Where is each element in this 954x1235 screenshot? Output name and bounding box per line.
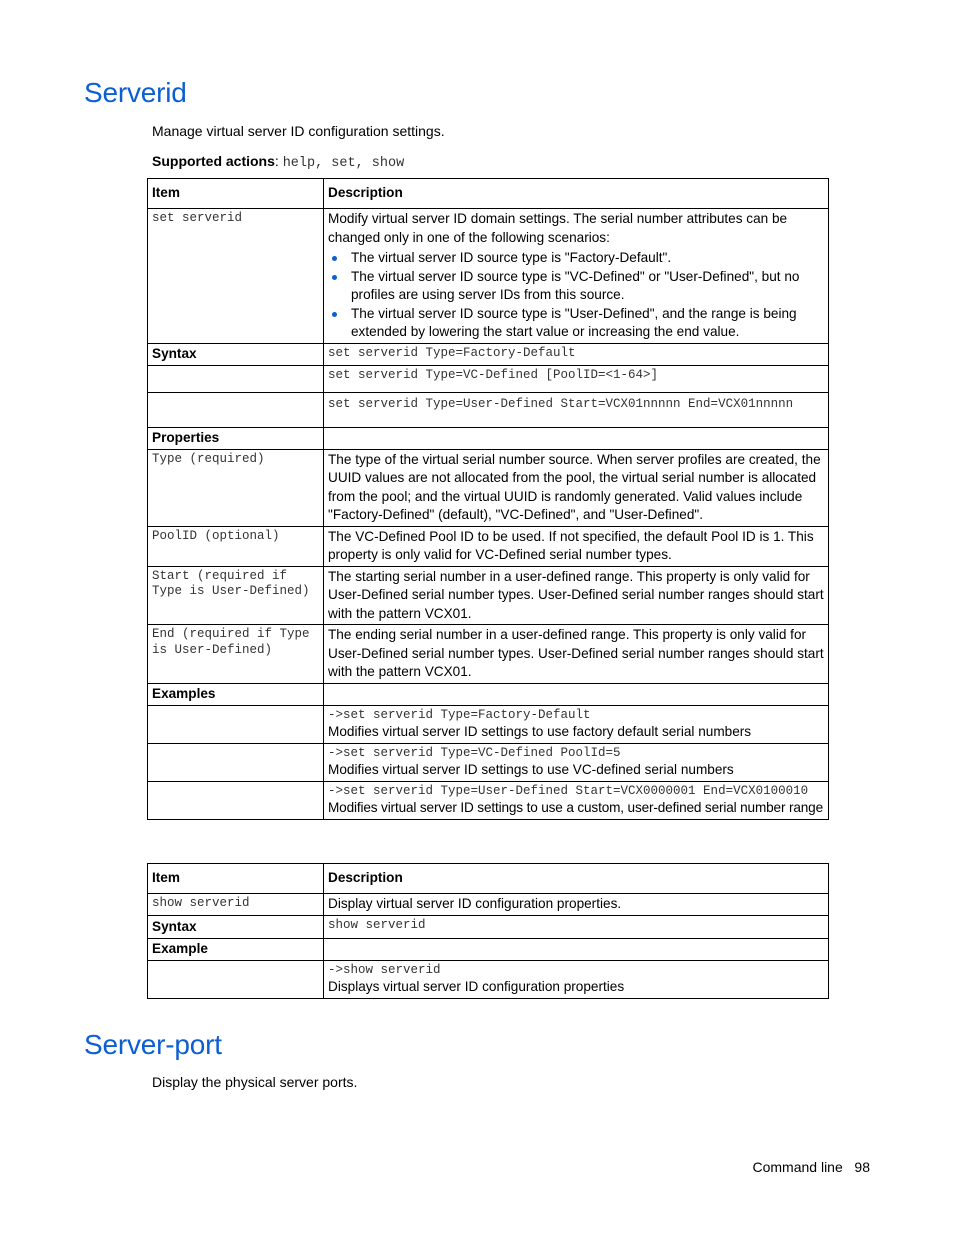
command-description: Modify virtual server ID domain settings. The serial number attributes can be changed only in one of the following scenarios:: [328, 211, 788, 245]
table-row: [148, 781, 829, 819]
header-description: Description: [324, 179, 829, 209]
serverid-set-table: [147, 178, 829, 820]
example-description: Modifies virtual server ID settings to use factory default serial numbers: [328, 724, 752, 739]
command-item: show serverid: [152, 896, 250, 910]
table-row: [148, 449, 829, 526]
property-description: The ending serial number in a user-defined range. This property is only valid for User-Defined serial number types. User-Defined serial number ranges should start with the pattern VCX01.: [324, 625, 829, 684]
properties-label: Properties: [148, 427, 324, 449]
table-row: [148, 960, 829, 998]
section-description: Manage virtual server ID configuration settings.: [152, 123, 445, 139]
example-description: Modifies virtual server ID settings to use a custom, user-defined serial number range: [328, 800, 823, 815]
table-row: [148, 743, 829, 781]
table-row: [148, 365, 829, 392]
header-item: Item: [148, 864, 324, 894]
list-item: The virtual server ID source type is "VC-Defined" or "User-Defined", but no profiles are using server IDs from this source.: [351, 268, 824, 305]
table-row: [148, 683, 829, 705]
header-item: Item: [148, 179, 324, 209]
syntax-line: set serverid Type=Factory-Default: [328, 345, 576, 360]
example-command: ->set serverid Type=User-Defined Start=VCX0000001 End=VCX0100010: [328, 783, 809, 798]
syntax-label: Syntax: [148, 343, 324, 365]
table-row: [148, 392, 829, 427]
example-label: Example: [148, 938, 324, 960]
serverid-show-table: [147, 863, 829, 999]
examples-label: Examples: [148, 683, 324, 705]
scenario-list: [328, 249, 824, 342]
property-name: Start (required if Type is User-Defined): [152, 568, 310, 598]
syntax-line: set serverid Type=User-Defined Start=VCX01nnnnn End=VCX01nnnnn: [328, 396, 794, 411]
table-row: [148, 625, 829, 684]
example-description: Modifies virtual server ID settings to use VC-defined serial numbers: [328, 762, 734, 777]
list-item: The virtual server ID source type is "Factory-Default".: [351, 249, 824, 268]
property-name: PoolID (optional): [152, 528, 280, 543]
supported-actions-colon: :: [274, 153, 283, 169]
example-description: Displays virtual server ID configuration properties: [328, 979, 625, 994]
section-title-serverid: Serverid: [84, 77, 187, 108]
table-row: [148, 427, 829, 449]
section-title-server-port: Server-port: [84, 1029, 222, 1060]
footer-text: Command line: [752, 1159, 843, 1175]
supported-actions: [152, 153, 404, 171]
command-description: Display virtual server ID configuration properties.: [324, 894, 829, 916]
syntax-label: Syntax: [148, 915, 324, 938]
example-command: ->set serverid Type=Factory-Default: [328, 707, 591, 722]
header-description: Description: [324, 864, 829, 894]
table-row: [148, 894, 829, 916]
table-row: [148, 343, 829, 365]
property-name: End (required if Type is User-Defined): [152, 627, 310, 657]
property-description: The type of the virtual serial number source. When server profiles are created, the UUID values are not allocated from the pool, the virtual serial number is allocated from the pool; and the virtual UUID is randomly generated. Valid values include "Factory-Defined" (default), "VC-Defined", and "User-Defined".: [324, 449, 829, 526]
example-command: ->show serverid: [328, 962, 441, 977]
page-footer: [752, 1159, 870, 1175]
table-row: [148, 526, 829, 566]
property-description: The VC-Defined Pool ID to be used. If not specified, the default Pool ID is 1. This property is only valid for VC-Defined serial number types.: [324, 526, 829, 566]
section-description: Display the physical server ports.: [152, 1074, 358, 1090]
command-item: set serverid: [152, 211, 243, 225]
table-row: [148, 705, 829, 743]
table-row: [148, 938, 829, 960]
table-header-row: [148, 179, 829, 209]
example-command: ->set serverid Type=VC-Defined PoolId=5: [328, 745, 621, 760]
supported-actions-values: help, set, show: [282, 156, 405, 171]
property-description: The starting serial number in a user-defined range. This property is only valid for User-Defined serial number types. User-Defined serial number ranges should start with the pattern VCX01.: [324, 566, 829, 625]
syntax-line: show serverid: [328, 917, 426, 932]
table-row: [148, 209, 829, 344]
table-row: [148, 915, 829, 938]
property-name: Type (required): [152, 451, 265, 466]
syntax-line: set serverid Type=VC-Defined [PoolID=<1-64>]: [328, 367, 659, 382]
table-header-row: [148, 864, 829, 894]
page-number: 98: [854, 1159, 870, 1175]
supported-actions-label: Supported actions: [152, 153, 275, 169]
list-item: The virtual server ID source type is "User-Defined", and the range is being extended by lowering the start value or increasing the end value.: [351, 305, 824, 342]
table-row: [148, 566, 829, 625]
